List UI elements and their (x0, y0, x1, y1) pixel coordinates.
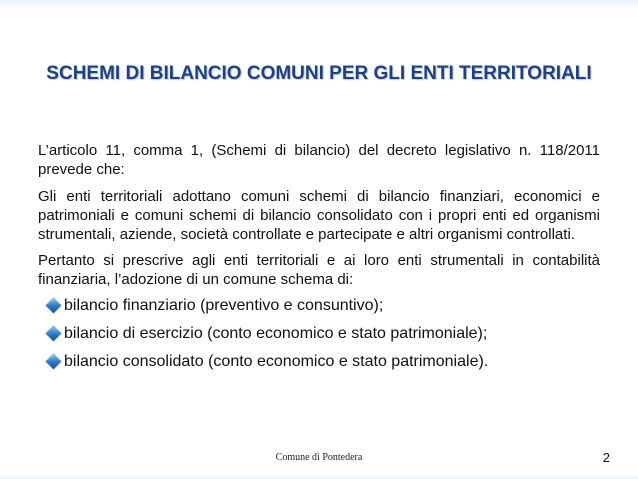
bullet-text: bilancio finanziario (preventivo e consuntivo); (64, 297, 384, 314)
paragraph-enti: Gli enti territoriali adottano comuni schemi di bilancio finanziari, economici e patrimoniali e comuni schemi di bilancio consolidato con i propri enti ed organismi strumentali, aziende, società controllate e partecipate e altri organismi controllati. (38, 188, 600, 243)
diamond-bullet-icon (46, 354, 62, 370)
slide-title: SCHEMI DI BILANCIO COMUNI PER GLI ENTI TERRITORIALI (46, 63, 592, 84)
bullet-list (38, 296, 600, 372)
paragraph-intro: L’articolo 11, comma 1, (Schemi di bilancio) del decreto legislativo n. 118/2011 prevede che: (38, 142, 600, 178)
page-number: 2 (602, 450, 610, 465)
diamond-bullet-icon (46, 326, 62, 342)
list-item (38, 352, 600, 372)
top-decoration (0, 0, 638, 8)
diamond-bullet-icon (46, 298, 62, 314)
slide-body (38, 141, 600, 380)
list-item (38, 324, 600, 344)
list-item (38, 296, 600, 316)
footer-text: Comune di Pontedera (275, 452, 363, 463)
bullet-text: bilancio consolidato (conto economico e stato patrimoniale). (64, 353, 489, 370)
bottom-decoration (0, 473, 638, 479)
paragraph-pertanto: Pertanto si prescrive agli enti territoriali e ai loro enti strumentali in contabilità finanziaria, l’adozione di un comune schema di: (38, 252, 600, 288)
bullet-text: bilancio di esercizio (conto economico e stato patrimoniale); (64, 325, 488, 342)
